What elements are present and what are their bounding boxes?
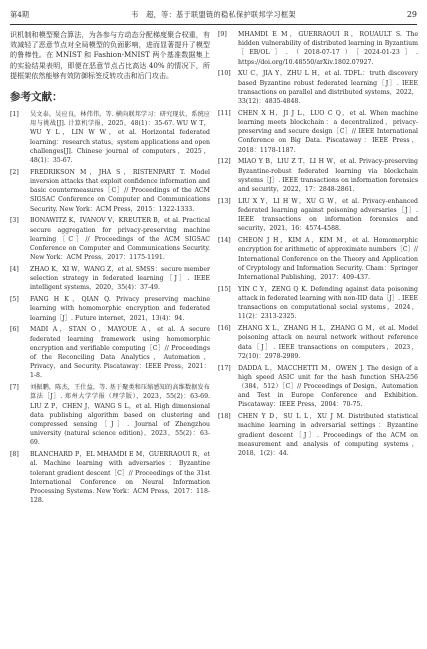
reference-text: CHEON J H，KIM A，KIM M，et al. Homomorphic encryption for arithmetic of approximate numbers［C］// International Conference on the Theory and Application of Cryptology and Information Security. Cham：Springer International Publishing，2017：409-437.: [238, 237, 418, 282]
reference-number: [5]: [10, 296, 19, 304]
reference-number: [2]: [10, 168, 19, 176]
reference-text: MIAO Y B，LIU Z T，LI H W，et al. Privacy-preserving Byzantine-robust federated learning via blockchain systems［J］. IEEE transactions on information forensics and security，2022，17：2848-2861.: [238, 158, 418, 194]
reference-item: [218, 236, 418, 282]
reference-item: [10, 168, 210, 214]
reference-item: [218, 109, 418, 155]
reference-item: [10, 265, 210, 293]
reference-item: [218, 285, 418, 322]
reference-text: BONAWITZ K，IVANOV V，KREUTER B，et al. Practical secure aggregation for privacy-preserving machine learning［C］// Proceedings of the ACM SIGSAC Conference on Computer and Communications Security. New York：ACM Press，2017：1175-1191.: [30, 217, 210, 262]
reference-number: [8]: [10, 451, 19, 459]
reference-number: [10]: [218, 70, 231, 78]
references-heading: 参考文献：: [10, 91, 63, 104]
reference-text: YIN C Y，ZENG Q K. Defending against data poisoning attack in federated learning with non-IID data［J］. IEEE transactions on computational social systems，2024，11(2)：2313-2325.: [238, 285, 418, 321]
reference-number: [9]: [218, 31, 227, 38]
reference-number: [7]: [10, 384, 19, 392]
reference-number: [15]: [218, 285, 231, 293]
page-number: 29: [406, 10, 417, 19]
reference-item: [10, 450, 210, 505]
header-rule: [10, 24, 417, 25]
right-column: [218, 30, 418, 461]
reference-number: [11]: [218, 109, 231, 117]
reference-number: [4]: [10, 266, 19, 274]
reference-item: [10, 325, 210, 380]
reference-number: [3]: [10, 217, 19, 225]
reference-item: [218, 197, 418, 234]
reference-text: MADI A，STAN O，MAYOUE A，et al. A secure federated learning framework using homomorphic encryption and verifiable computing［C］// Proceedings of the Reconciling Data Analytics，Automation，Privacy，and Security. Piscataway：IEEE Press，2021：1-8.: [30, 326, 210, 380]
reference-text: XU C，JIA Y，ZHU L H，et al. TDFL：truth discovery based Byzantine robust federated learning［J］. IEEE transactions on parallel and distributed systems，2022，33(12)：4835-4848.: [238, 70, 418, 106]
reference-item: [218, 324, 418, 361]
reference-item: [218, 412, 418, 458]
reference-item: [10, 110, 210, 165]
reference-item: [10, 383, 210, 447]
reference-item: [10, 216, 210, 262]
reference-number: [6]: [10, 326, 19, 334]
page-header: [10, 8, 417, 22]
reference-number: [17]: [218, 364, 231, 372]
reference-text: CHEN Y D，SU L L，XU J M. Distributed statistical machine learning in adversarial settings：Byzantine gradient descent［J］. Proceedings of the ACM on measurement and analysis of computing systems，2018，1(2)：44.: [238, 413, 418, 458]
conclusion-paragraph: 识机制和模型聚合算法，为各参与方动态分配梯度聚合权重，有效减轻了恶意节点对全局模型的负面影响，进而显著提升了模型的鲁棒性。在 MNIST 和 Fashion-MNIST 两个基准数据集上的实验结果表明，即便在恶意节点占比高达 40% 的情况下，所提框架依然能够有效防御标签反转攻击和后门攻击。: [10, 30, 210, 80]
reference-text: ZHANG X L，ZHANG H L，ZHANG G M，et al. Model poisoning attack on neural network without reference data［J］. IEEE transactions on computers，2023，72(10)：2978-2989.: [238, 325, 418, 360]
reference-number: [14]: [218, 237, 231, 245]
reference-text: ZHAO K，XI W，WANG Z，et al. SMSS：secure member selection strategy in federated learning［J］. IEEE intelligent systems，2020，35(4)：37-49.: [30, 266, 210, 292]
reference-text: FANG H K，QIAN Q. Privacy preserving machine learning with homomorphic encryption and federated learning［J］. Future internet，2021，13(4)：94.: [30, 296, 210, 322]
reference-text: MHAMDI E M，GUERRAOUI R，ROUAULT S. The hidden vulnerability of distributed learning in Byzantium［EB/OL］.（2018-07-17）［2024-01-23］. https://doi.org/10.48550/arXiv.1802.07927.: [238, 31, 418, 66]
reference-item: [218, 69, 418, 106]
running-title: 韦 超，等：基于联盟链的稳私保护联邦学习框架: [131, 10, 296, 19]
reference-number: [12]: [218, 158, 231, 166]
left-column: [10, 30, 210, 508]
reference-text: 吴文泰，吴应良，林伟伟，等. 横向联邦学习：研究现状、系统应用与挑战[J]. 计算机学报，2025，48(1)：35-67. WU W T，WU Y L，LIN W W，et al. Horizontal federated learning：research status，system applications and open challenges[J]. Chinese journal of computers，2025，48(1)：35-67.: [30, 111, 210, 165]
reference-text: 刘振鹏，陈杰，王仕益，等. 基于聚类和压缩感知的高维数据发布算法［J］. 郑州大学学报（理学版），2023，55(2)：63-69. LIU Z P，CHEN J，WANG S L，et al. High dimensional data publishing algorithm based on clustering and compressed sensing［J］. Journal of Zhengzhou university (natural science edition)，2023，55(2)：63-69.: [30, 384, 210, 447]
reference-item: [218, 364, 418, 410]
reference-number: [16]: [218, 325, 231, 333]
reference-text: CHEN X H，JI J L，LUO C Q，et al. When machine learning meets blockchain：a decentralized，privacy-preserving and secure design［C］// IEEE International Conference on Big Data. Piscataway：IEEE Press，2018：1178-1187.: [238, 109, 418, 154]
issue-label: 第4期: [10, 10, 29, 19]
reference-text: DADDA L，MACCHETTI M，OWEN J. The design of a high speed ASIC unit for the hash function SHA-256（384，512）［C］// Proceedings of Design，Automation and Test in Europe Conference and Exhibition. Piscataway：IEEE Press，2004：70-75.: [238, 364, 418, 409]
reference-text: LIU X Y，LI H W，XU G W，et al. Privacy-enhanced federated learning against poisoning adversaries［J］. IEEE transactions on information forensics and security，2021，16：4574-4588.: [238, 197, 418, 233]
reference-number: [1]: [10, 111, 19, 119]
reference-item: [10, 295, 210, 323]
reference-item: [218, 157, 418, 194]
reference-item: [218, 30, 418, 67]
reference-number: [18]: [218, 413, 231, 421]
reference-text: FREDRIKSON M，JHA S，RISTENPART T. Model inversion attacks that exploit confidence information and basic countermeasures［C］// Proceedings of the ACM SIGSAC Conference on Computer and Communications Security. New York：ACM Press，2015：1322-1333.: [30, 168, 210, 213]
reference-text: BLANCHARD P，EL MHAMDI E M，GUERRAOUI R，et al. Machine learning with adversaries：Byzantine tolerant gradient descent［C］// Proceedings of the 31st International Conference on Neural Information Processing Systems. New York：ACM Press，2017：118-128.: [30, 451, 210, 505]
reference-number: [13]: [218, 197, 231, 205]
